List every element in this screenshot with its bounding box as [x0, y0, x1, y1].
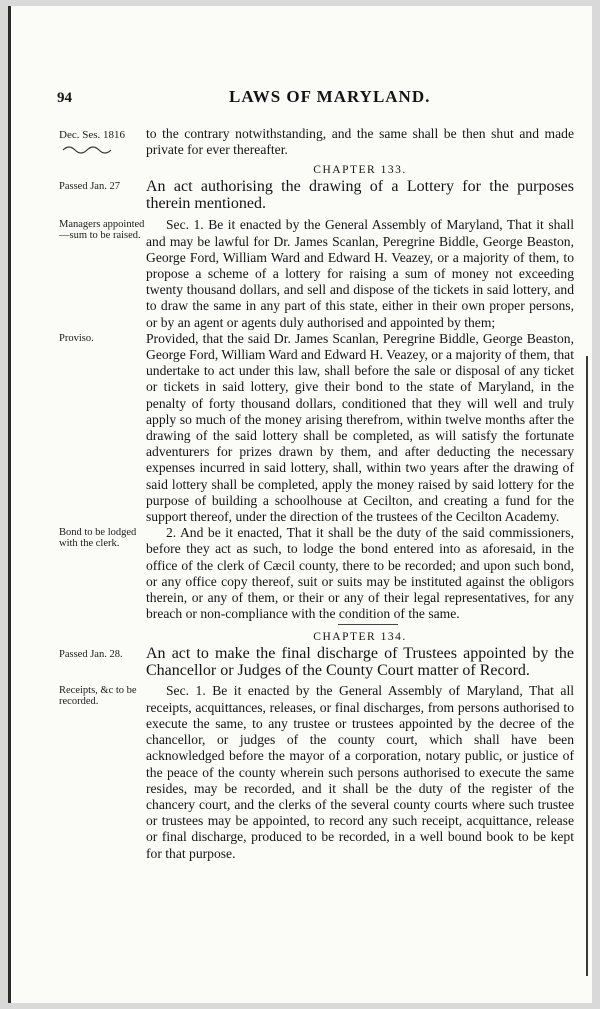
chapter-133-proviso [11, 331, 592, 525]
chapter-134-passed-note: Passed Jan. 28. [59, 649, 123, 661]
page-body [11, 126, 592, 862]
chapter-133-title-row [11, 178, 592, 212]
page-header [11, 87, 592, 114]
chapter-133-heading: CHAPTER 133. [313, 164, 407, 177]
proviso-note: Proviso. [59, 332, 94, 344]
managers-note: Managers appointed—sum to be raised. [59, 219, 145, 242]
chapter-133-passed-note: Passed Jan. 27 [59, 181, 120, 193]
section-divider [338, 624, 398, 625]
chapter-134-heading: CHAPTER 134. [313, 631, 407, 644]
page-number: 94 [57, 90, 72, 106]
chapter-134-section-1 [11, 683, 592, 861]
running-title: LAWS OF MARYLAND. [229, 87, 431, 106]
page-edge-shadow [586, 356, 588, 976]
book-page [8, 6, 592, 1003]
chapter-133-proviso-text: Provided, that the said Dr. James Scanlan, Peregrine Biddle, George Beaston, George Ford, William Ward and Edward H. Veazey, or a majority of them, that undertake to act under this law, shall before the sale or disposal of any ticket or tickets in said lottery, give their bond to the state of Maryland, in the penalty of forty thousand dollars, conditioned that they will well and truly apply so much of the money arising therefrom, within twelve months after the drawing of the said lottery shall be completed, as will satisfy the fortunate adventurers for prizes drawn by them, and after deducting the necessary expenses incurred in said lottery, shall, within two years after the drawing of said lottery shall be completed, apply the money raised by said lottery for the purpose of building a schoolhouse at Cecilton, and creating a fund for the support thereof, under the direction of the trustees of the Cecilton Academy. [146, 330, 574, 525]
receipts-note: Receipts, &c to be recorded. [59, 685, 137, 708]
chapter-133-sec2-text: 2. And be it enacted, That it shall be the duty of the said commissioners, before they act as such, to lodge the bond entered into as aforesaid, in the office of the clerk of Cæcil county, there to be recorded; and upon such bond, or any office copy thereof, suit or suits may be instituted against the obligors therein, or any of them, or their or any of their legal representatives, for any breach or non-compliance with the condition of the same. [146, 525, 574, 622]
chapter-133-title: An act authorising the drawing of a Lottery for the purposes therein mentioned. [146, 178, 574, 213]
bond-note: Bond to be lodged with the clerk. [59, 527, 137, 550]
chapter-134-sec1-text: Sec. 1. Be it enacted by the General Assembly of Maryland, That all receipts, acquittances, releases, or final discharges, from persons authorised to execute the same, to any trustee or trustees appointed by the decree of the chancellor, or judges of the county court, which shall have been acknowledged before the mayor of a corporation, notary public, or justice of the peace of the county wherein such persons authorised to execute the same resides, may be recorded, and it shall be the duty of the register of the chancery court, and the clerks of the several county courts where such trustee or trustees may be appointed, to record any such receipt, acquittance, release or final discharge, produced to be recorded, in a well bound book to be kept for that purpose. [146, 683, 574, 861]
continuation-text: to the contrary notwithstanding, and the same shall be then shut and made private for ever thereafter. [146, 126, 574, 158]
chapter-134-title-row [11, 645, 592, 679]
chapter-133-sec1-text: Sec. 1. Be it enacted by the General Assembly of Maryland, That it shall and may be lawful for Dr. James Scanlan, Peregrine Biddle, George Beaston, George Ford, William Ward and Edward H. Veazey, or a majority of them, to propose a scheme of a lottery for raising a sum of money not exceeding twenty thousand dollars, and sell and dispose of the tickets in said lottery, and to draw the same in any part of this state, either in their own proper persons, or by an agent or agents duly authorised and appointed by them; [146, 217, 574, 330]
chapter-133-section-2 [11, 525, 592, 622]
squiggle-mark-icon [61, 144, 121, 154]
continuation-section [11, 126, 592, 158]
chapter-134-title: An act to make the final discharge of Trustees appointed by the Chancellor or Judges of the County Court matter of Record. [146, 645, 574, 680]
session-note: Dec. Ses. 1816 [59, 129, 125, 141]
chapter-133-section-1 [11, 217, 592, 330]
